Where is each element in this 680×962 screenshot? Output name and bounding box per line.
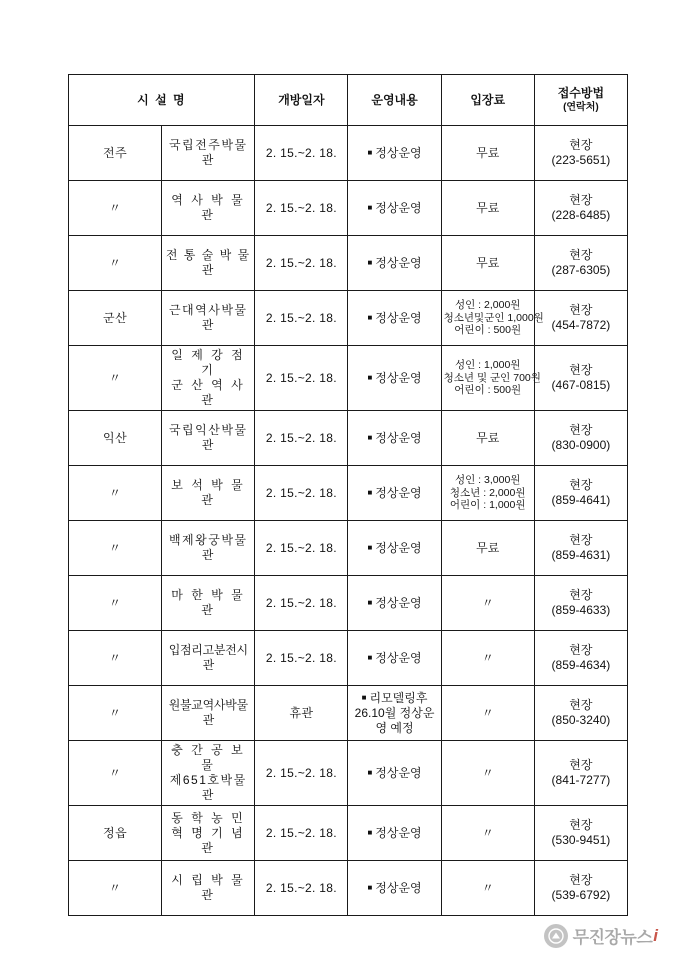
reception-method: 현장 [569, 533, 593, 547]
facility-name-line1: 일 제 강 점 기 [171, 348, 246, 377]
fee-line2: 청소년 : 2,000원 [449, 486, 526, 499]
table-row [69, 466, 628, 521]
operation-line1: 정상운영 [375, 255, 422, 270]
cell-region: 〃 [69, 861, 162, 916]
cell-open-date: 2. 15.~2. 18. [255, 236, 348, 291]
table-row [69, 236, 628, 291]
facility-name-line1: 입점리고분전시관 [168, 643, 248, 672]
cell-region: 정읍 [69, 806, 162, 861]
operation-line1: 정상운영 [375, 595, 422, 610]
reception-method: 현장 [569, 818, 593, 832]
reception-method: 현장 [569, 248, 593, 262]
column-header-admission-fee-label: 입장료 [470, 92, 506, 107]
cell-facility-name [162, 126, 255, 181]
cell-open-date: 2. 15.~2. 18. [255, 181, 348, 236]
operation-line2: 정상운영 예정 [375, 705, 435, 735]
fee-line1: 성인 : 3,000원 [454, 473, 521, 486]
fee-line3: 어린이 : 500원 [454, 324, 522, 337]
bullet-icon: ■ [367, 313, 373, 323]
cell-facility-name [162, 741, 255, 806]
column-header-reception-method-sub: (연락처) [563, 101, 599, 113]
cell-reception [534, 861, 627, 916]
cell-reception [534, 466, 627, 521]
fee-line1: 〃 [481, 650, 494, 665]
bullet-icon: ■ [367, 488, 373, 498]
cell-admission-fee [441, 631, 534, 686]
cell-operation [348, 411, 441, 466]
operation-line1: 정상운영 [375, 880, 422, 895]
reception-method: 현장 [569, 698, 593, 712]
watermark [544, 923, 658, 948]
reception-method: 현장 [569, 873, 593, 887]
operation-line1: 정상운영 [375, 540, 422, 555]
reception-phone: (539-6792) [551, 888, 611, 902]
facility-name-line1: 마 한 박 물 관 [171, 588, 246, 617]
table-row [69, 346, 628, 411]
cell-reception [534, 291, 627, 346]
fee-line1: 〃 [481, 880, 494, 895]
table-row [69, 291, 628, 346]
cell-admission-fee [441, 806, 534, 861]
cell-admission-fee [441, 236, 534, 291]
cell-operation [348, 741, 441, 806]
cell-reception [534, 741, 627, 806]
fee-line3: 어린이 : 1,000원 [449, 499, 526, 512]
column-header-admission-fee [441, 75, 534, 126]
fee-line1: 〃 [481, 825, 494, 840]
table-row [69, 126, 628, 181]
operation-line1: 정상운영 [375, 765, 422, 780]
bullet-icon: ■ [367, 543, 373, 553]
cell-operation [348, 521, 441, 576]
column-header-facility-name [69, 75, 255, 126]
reception-method: 현장 [569, 193, 593, 207]
cell-facility-name [162, 686, 255, 741]
cell-operation [348, 806, 441, 861]
facility-name-line1: 국립익산박물관 [168, 423, 248, 452]
facility-name-line1: 백제왕궁박물관 [168, 533, 248, 562]
watermark-logo-icon [544, 924, 568, 948]
cell-open-date: 2. 15.~2. 18. [255, 466, 348, 521]
fee-line1: 성인 : 2,000원 [454, 298, 521, 311]
operation-line1: 리모델링후 26.10월 [354, 690, 428, 720]
cell-operation [348, 181, 441, 236]
reception-phone: (228-6485) [551, 208, 611, 222]
cell-admission-fee [441, 466, 534, 521]
column-header-operation [348, 75, 441, 126]
fee-line2: 청소년 및 군인 700원 [443, 371, 541, 384]
cell-open-date: 2. 15.~2. 18. [255, 126, 348, 181]
fee-line1: 무료 [476, 145, 500, 160]
cell-region: 〃 [69, 741, 162, 806]
cell-reception [534, 631, 627, 686]
fee-line3: 어린이 : 500원 [454, 384, 522, 397]
bullet-icon: ■ [367, 768, 373, 778]
cell-facility-name [162, 466, 255, 521]
fee-line2: 청소년및군인 1,000원 [443, 311, 544, 324]
cell-region: 익산 [69, 411, 162, 466]
reception-method: 현장 [569, 643, 593, 657]
cell-open-date: 2. 15.~2. 18. [255, 521, 348, 576]
cell-facility-name [162, 521, 255, 576]
operation-line1: 정상운영 [375, 200, 422, 215]
cell-open-date: 2. 15.~2. 18. [255, 411, 348, 466]
operation-line1: 정상운영 [375, 650, 422, 665]
fee-line1: 〃 [481, 705, 494, 720]
table-row [69, 181, 628, 236]
column-header-open-date-label: 개방일자 [278, 92, 325, 107]
cell-operation [348, 236, 441, 291]
reception-phone: (859-4634) [551, 658, 611, 672]
cell-admission-fee [441, 741, 534, 806]
cell-region: 〃 [69, 631, 162, 686]
cell-admission-fee [441, 291, 544, 346]
cell-reception [534, 126, 627, 181]
cell-operation [348, 861, 441, 916]
cell-open-date: 휴관 [255, 686, 348, 741]
watermark-text: 무진장뉴스 [572, 928, 653, 947]
operation-line1: 정상운영 [375, 370, 422, 385]
cell-reception [534, 411, 627, 466]
cell-operation [348, 631, 441, 686]
cell-open-date: 2. 15.~2. 18. [255, 741, 348, 806]
cell-open-date: 2. 15.~2. 18. [255, 576, 348, 631]
cell-operation [348, 686, 441, 741]
cell-operation [348, 466, 441, 521]
fee-line1: 무료 [476, 540, 500, 555]
cell-reception [534, 521, 627, 576]
fee-line1: 무료 [476, 255, 500, 270]
reception-phone: (859-4633) [551, 603, 611, 617]
fee-line1: 무료 [476, 200, 500, 215]
reception-phone: (530-9451) [551, 833, 611, 847]
reception-phone: (859-4631) [551, 548, 611, 562]
cell-facility-name [162, 631, 255, 686]
cell-facility-name [162, 411, 255, 466]
facility-name-line2: 제651호박물관 [169, 773, 247, 802]
cell-region: 〃 [69, 466, 162, 521]
facility-table [68, 74, 628, 916]
reception-method: 현장 [569, 758, 593, 772]
table-row [69, 411, 628, 466]
table-header-row [69, 75, 628, 126]
bullet-icon: ■ [367, 653, 373, 663]
column-header-reception-method [534, 75, 627, 126]
reception-phone: (841-7277) [551, 773, 611, 787]
cell-region: 〃 [69, 686, 162, 741]
facility-name-line1: 전 통 술 박 물 관 [165, 248, 251, 277]
cell-region: 전주 [69, 126, 162, 181]
cell-open-date: 2. 15.~2. 18. [255, 346, 348, 411]
bullet-icon: ■ [367, 828, 373, 838]
facility-name-line1: 역 사 박 물 관 [171, 193, 246, 222]
cell-region: 〃 [69, 181, 162, 236]
column-header-operation-label: 운영내용 [371, 92, 418, 107]
cell-admission-fee [441, 521, 534, 576]
table-row [69, 686, 628, 741]
operation-line1: 정상운영 [375, 145, 422, 160]
facility-name-line1: 시 립 박 물 관 [171, 873, 246, 902]
facility-name-line2: 군 산 역 사 관 [171, 378, 246, 407]
cell-facility-name [162, 861, 255, 916]
cell-reception [534, 686, 627, 741]
cell-operation [348, 291, 441, 346]
cell-admission-fee [441, 346, 541, 411]
cell-reception [534, 576, 627, 631]
cell-facility-name [162, 346, 255, 411]
column-header-facility-name-label: 시 설 명 [137, 92, 187, 107]
cell-open-date: 2. 15.~2. 18. [255, 861, 348, 916]
reception-phone: (454-7872) [551, 318, 611, 332]
column-header-reception-method-label: 접수방법 [557, 85, 605, 100]
cell-open-date: 2. 15.~2. 18. [255, 806, 348, 861]
bullet-icon: ■ [367, 598, 373, 608]
reception-phone: (850-3240) [551, 713, 611, 727]
reception-method: 현장 [569, 423, 593, 437]
reception-method: 현장 [569, 303, 593, 317]
bullet-icon: ■ [367, 203, 373, 213]
facility-name-line1: 충 간 공 보 물 [171, 743, 246, 772]
cell-reception [534, 236, 627, 291]
facility-name-line1: 국립전주박물관 [168, 138, 248, 167]
reception-method: 현장 [569, 588, 593, 602]
cell-admission-fee [441, 686, 534, 741]
operation-line1: 정상운영 [375, 310, 422, 325]
reception-phone: (223-5651) [551, 153, 611, 167]
reception-phone: (467-0815) [551, 378, 611, 392]
cell-reception [534, 181, 627, 236]
cell-operation [348, 126, 441, 181]
fee-line1: 무료 [476, 430, 500, 445]
cell-region: 〃 [69, 576, 162, 631]
cell-region: 〃 [69, 521, 162, 576]
table-row [69, 741, 628, 806]
reception-phone: (859-4641) [551, 493, 611, 507]
cell-region: 〃 [69, 236, 162, 291]
table-row [69, 861, 628, 916]
cell-admission-fee [441, 861, 534, 916]
reception-method: 현장 [569, 478, 593, 492]
facility-table-container [68, 74, 628, 916]
cell-admission-fee [441, 126, 534, 181]
operation-line1: 정상운영 [375, 825, 422, 840]
cell-region: 〃 [69, 346, 162, 411]
cell-open-date: 2. 15.~2. 18. [255, 631, 348, 686]
cell-facility-name [162, 806, 255, 861]
facility-name-line1: 동 학 농 민 [171, 810, 246, 825]
table-row [69, 576, 628, 631]
reception-method: 현장 [569, 363, 593, 377]
cell-facility-name [162, 291, 255, 346]
bullet-icon: ■ [361, 693, 367, 703]
cell-admission-fee [441, 181, 534, 236]
operation-line1: 정상운영 [375, 430, 422, 445]
cell-admission-fee [441, 576, 534, 631]
column-header-open-date [255, 75, 348, 126]
bullet-icon: ■ [367, 148, 373, 158]
table-row [69, 631, 628, 686]
reception-phone: (830-0900) [551, 438, 611, 452]
reception-method: 현장 [569, 138, 593, 152]
facility-name-line2: 혁 명 기 념 관 [171, 825, 246, 855]
facility-name-line1: 보 석 박 물 관 [171, 478, 246, 507]
table-header [69, 75, 628, 126]
cell-facility-name [162, 236, 255, 291]
bullet-icon: ■ [367, 883, 373, 893]
cell-admission-fee [441, 411, 534, 466]
facility-name-line1: 근대역사박물관 [168, 303, 248, 332]
cell-reception [534, 346, 627, 411]
watermark-accent: i [653, 925, 658, 945]
cell-operation [348, 576, 441, 631]
reception-phone: (287-6305) [551, 263, 611, 277]
cell-facility-name [162, 576, 255, 631]
table-body [69, 126, 628, 916]
cell-reception [534, 806, 627, 861]
bullet-icon: ■ [367, 258, 373, 268]
cell-operation [348, 346, 441, 411]
table-row [69, 806, 628, 861]
bullet-icon: ■ [367, 433, 373, 443]
cell-facility-name [162, 181, 255, 236]
cell-open-date: 2. 15.~2. 18. [255, 291, 348, 346]
fee-line1: 성인 : 1,000원 [454, 358, 521, 371]
table-row [69, 521, 628, 576]
cell-region: 군산 [69, 291, 162, 346]
fee-line1: 〃 [481, 765, 494, 780]
facility-name-line1: 원불교역사박물관 [168, 698, 248, 727]
fee-line1: 〃 [481, 595, 494, 610]
operation-line1: 정상운영 [375, 485, 422, 500]
bullet-icon: ■ [367, 373, 373, 383]
